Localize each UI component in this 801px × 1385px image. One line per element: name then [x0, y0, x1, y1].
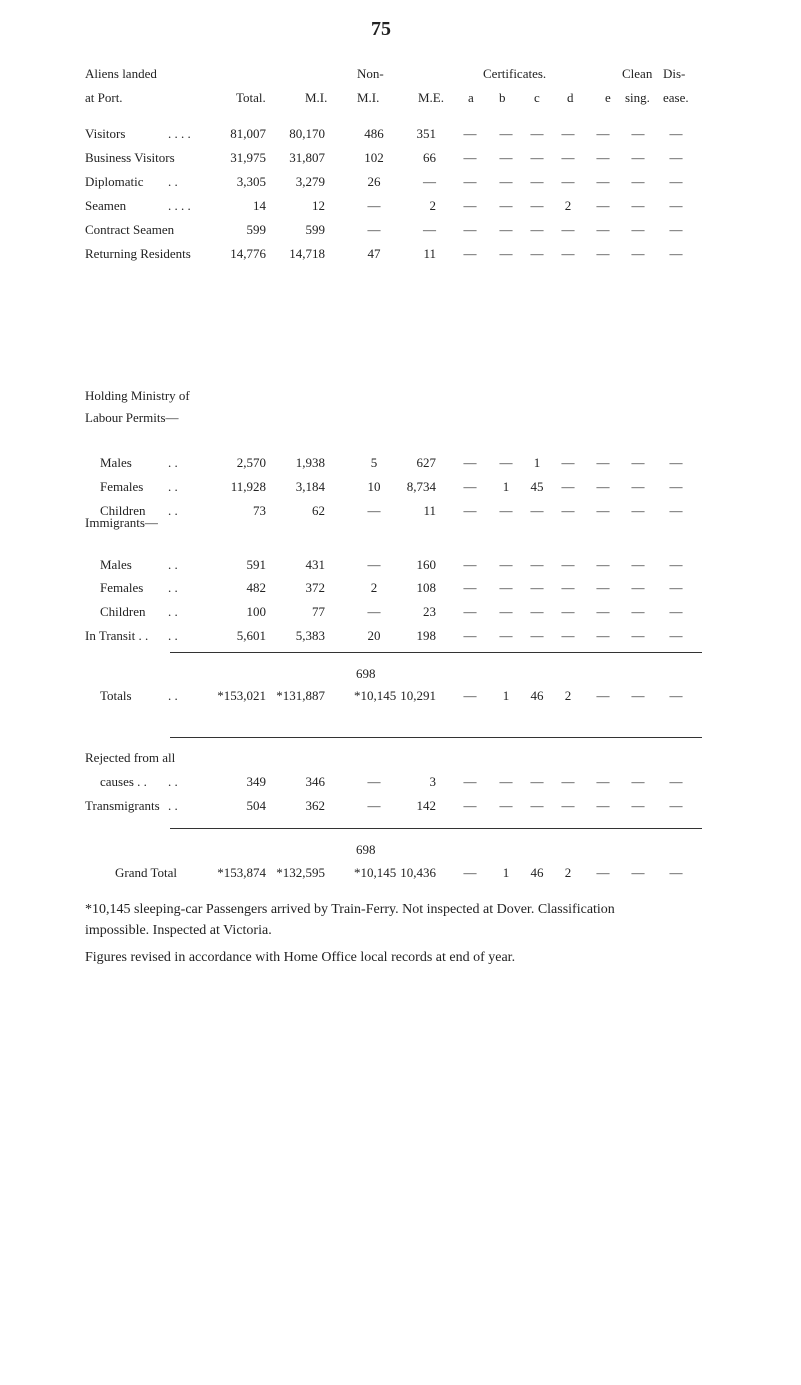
header-c: c	[534, 90, 540, 105]
cell-me: 3	[429, 774, 436, 789]
row-label: Males	[100, 455, 132, 470]
row-dots: . .	[168, 628, 178, 643]
header-port: at Port.	[85, 90, 123, 105]
row-dots: . .	[168, 557, 178, 572]
cell-nonmi: —	[367, 557, 381, 572]
cell-b: —	[499, 150, 513, 165]
cell-b: 1	[502, 865, 510, 880]
cell-total: 14	[253, 198, 266, 213]
footnote-line-1: *10,145 sleeping-car Passengers arrived by Train-Ferry. Not inspected at Dover. Classification	[85, 902, 615, 917]
cell-e: —	[596, 150, 610, 165]
cell-e: —	[596, 688, 610, 703]
cell-me: 2	[429, 198, 436, 213]
cell-mi: *132,595	[276, 865, 325, 880]
cell-clean: —	[631, 222, 645, 237]
cell-nonmi: —	[367, 503, 381, 518]
cell-mi: *131,887	[276, 688, 325, 703]
cell-d: —	[561, 455, 575, 470]
cell-me: 11	[423, 246, 436, 261]
row-dots: . .	[168, 455, 178, 470]
cell-mi: 599	[305, 222, 325, 237]
cell-nonmi: 486	[364, 126, 384, 141]
cell-clean: —	[631, 198, 645, 213]
cell-dis: —	[669, 198, 683, 213]
cell-nonmi: —	[367, 198, 381, 213]
cell-d: —	[561, 479, 575, 494]
cell-nonmi: 2	[370, 580, 378, 595]
row-label: Diplomatic	[85, 174, 144, 189]
row-label: Females	[100, 479, 144, 494]
cell-me: 11	[423, 503, 436, 518]
cell-e: —	[596, 774, 610, 789]
cell-dis: —	[669, 126, 683, 141]
row-label: In Transit . .	[85, 628, 149, 643]
cell-nonmi: *10,145	[354, 688, 397, 703]
rule-after-totals	[170, 737, 702, 738]
cell-e: —	[596, 628, 610, 643]
header-total: Total.	[236, 90, 266, 105]
header-nonmi: M.I.	[357, 90, 380, 105]
section-rejected: Rejected from all	[85, 750, 176, 765]
section-holding-1: Holding Ministry of	[85, 388, 190, 403]
cell-b: —	[499, 222, 513, 237]
cell-a: —	[463, 604, 477, 619]
cell-me: 142	[416, 798, 436, 813]
cell-me: 198	[416, 628, 436, 643]
cell-total: 591	[246, 557, 266, 572]
cell-dis: —	[669, 479, 683, 494]
cell-total: *153,874	[217, 865, 266, 880]
cell-total: 3,305	[236, 174, 266, 189]
cell-d: 2	[564, 688, 572, 703]
cell-a: —	[463, 126, 477, 141]
cell-nonmi: 102	[364, 150, 384, 165]
cell-d: 2	[564, 865, 572, 880]
cell-e: —	[596, 174, 610, 189]
header-dis: Dis-	[663, 66, 686, 81]
cell-d: —	[561, 580, 575, 595]
cell-c: —	[530, 604, 544, 619]
cell-total: 2,570	[236, 455, 266, 470]
cell-mi: 3,279	[295, 174, 325, 189]
row-label: Males	[100, 557, 132, 572]
cell-clean: —	[631, 455, 645, 470]
cell-me: 8,734	[406, 479, 436, 494]
cell-dis: —	[669, 246, 683, 261]
cell-nonmi: *10,145	[354, 865, 397, 880]
cell-d: 2	[564, 198, 572, 213]
cell-clean: —	[631, 557, 645, 572]
cell-a: —	[463, 580, 477, 595]
cell-c: —	[530, 246, 544, 261]
cell-total: 81,007	[230, 126, 266, 141]
cell-nonmi: —	[367, 604, 381, 619]
cell-c: 45	[530, 479, 544, 494]
cell-d: —	[561, 222, 575, 237]
cell-c: —	[530, 150, 544, 165]
cell-mi: 372	[305, 580, 325, 595]
cell-d: —	[561, 503, 575, 518]
cell-mi: 80,170	[289, 126, 325, 141]
cell-total: 599	[246, 222, 266, 237]
page-number: 75	[371, 18, 391, 40]
cell-mi: 77	[312, 604, 325, 619]
row-label: Contract Seamen	[85, 222, 175, 237]
cell-b: 1	[502, 688, 510, 703]
section-immigrants: Immigrants—	[85, 515, 158, 530]
cell-dis: —	[669, 865, 683, 880]
row-dots: . .	[168, 604, 178, 619]
cell-nonmi: 5	[370, 455, 378, 470]
cell-c: —	[530, 503, 544, 518]
cell-clean: —	[631, 503, 645, 518]
cell-d: —	[561, 126, 575, 141]
cell-dis: —	[669, 455, 683, 470]
row-label: Grand Total	[115, 865, 178, 880]
cell-total: *153,021	[217, 688, 266, 703]
header-e: e	[605, 90, 611, 105]
row-dots: . .	[168, 479, 178, 494]
row-dots: . . . .	[168, 198, 191, 213]
cell-d: —	[561, 774, 575, 789]
cell-nonmi: —	[367, 798, 381, 813]
cell-a: —	[463, 865, 477, 880]
cell-a: —	[463, 557, 477, 572]
cell-me: 10,436	[400, 865, 436, 880]
cell-mi: 431	[305, 557, 325, 572]
cell-nonmi: —	[367, 222, 381, 237]
row-dots: . .	[168, 580, 178, 595]
cell-nonmi: 10	[367, 479, 381, 494]
cell-b: —	[499, 126, 513, 141]
cell-dis: —	[669, 557, 683, 572]
cell-dis: —	[669, 774, 683, 789]
cell-e: —	[596, 455, 610, 470]
cell-e: —	[596, 198, 610, 213]
cell-b: —	[499, 774, 513, 789]
grand-nonmi-subtotal: 698	[356, 842, 376, 857]
row-label: Seamen	[85, 198, 127, 213]
cell-d: —	[561, 557, 575, 572]
cell-c: —	[530, 174, 544, 189]
row-dots: . .	[168, 798, 178, 813]
cell-d: —	[561, 628, 575, 643]
row-label: Children	[100, 503, 146, 518]
row-label: Transmigrants	[85, 798, 160, 813]
cell-c: —	[530, 798, 544, 813]
header-non: Non-	[357, 66, 384, 81]
row-dots: . .	[168, 174, 178, 189]
cell-clean: —	[631, 774, 645, 789]
cell-clean: —	[631, 126, 645, 141]
cell-c: —	[530, 580, 544, 595]
cell-c: 46	[530, 688, 544, 703]
row-label: causes . .	[100, 774, 147, 789]
cell-mi: 62	[312, 503, 325, 518]
cell-a: —	[463, 479, 477, 494]
header-a: a	[468, 90, 474, 105]
cell-c: —	[530, 557, 544, 572]
cell-total: 5,601	[236, 628, 266, 643]
cell-b: —	[499, 628, 513, 643]
cell-b: —	[499, 198, 513, 213]
row-label: Children	[100, 604, 146, 619]
cell-e: —	[596, 865, 610, 880]
cell-total: 31,975	[230, 150, 266, 165]
section-holding-2: Labour Permits—	[85, 410, 179, 425]
row-label: Returning Residents	[85, 246, 191, 261]
cell-dis: —	[669, 150, 683, 165]
cell-a: —	[463, 246, 477, 261]
row-label: Business Visitors	[85, 150, 175, 165]
rule-totals	[170, 652, 702, 653]
cell-e: —	[596, 222, 610, 237]
cell-dis: —	[669, 628, 683, 643]
header-clean: Clean	[622, 66, 653, 81]
header-certificates: Certificates.	[483, 66, 547, 81]
cell-dis: —	[669, 503, 683, 518]
header-b: b	[499, 90, 506, 105]
cell-c: —	[530, 126, 544, 141]
cell-clean: —	[631, 150, 645, 165]
cell-a: —	[463, 174, 477, 189]
cell-b: —	[499, 604, 513, 619]
row-dots: . .	[168, 774, 178, 789]
cell-d: —	[561, 798, 575, 813]
cell-e: —	[596, 580, 610, 595]
cell-a: —	[463, 688, 477, 703]
cell-d: —	[561, 246, 575, 261]
cell-mi: 14,718	[289, 246, 325, 261]
cell-me: 627	[416, 455, 436, 470]
header-me: M.E.	[418, 90, 444, 105]
cell-clean: —	[631, 580, 645, 595]
cell-c: —	[530, 628, 544, 643]
cell-a: —	[463, 503, 477, 518]
header-mi: M.I.	[305, 90, 328, 105]
cell-mi: 1,938	[295, 455, 325, 470]
cell-c: 1	[533, 455, 541, 470]
cell-b: —	[499, 246, 513, 261]
cell-e: —	[596, 479, 610, 494]
cell-me: 351	[416, 126, 436, 141]
cell-c: —	[530, 774, 544, 789]
totals-nonmi-subtotal: 698	[356, 666, 376, 681]
cell-clean: —	[631, 865, 645, 880]
cell-b: 1	[502, 479, 510, 494]
cell-b: —	[499, 798, 513, 813]
cell-total: 14,776	[230, 246, 266, 261]
cell-e: —	[596, 246, 610, 261]
cell-total: 349	[246, 774, 266, 789]
row-dots: . . . .	[168, 126, 191, 141]
header-ease: ease.	[663, 90, 689, 105]
cell-me: 108	[416, 580, 436, 595]
cell-mi: 12	[312, 198, 325, 213]
cell-me: 66	[423, 150, 436, 165]
cell-clean: —	[631, 479, 645, 494]
cell-e: —	[596, 557, 610, 572]
row-dots: . .	[168, 503, 178, 518]
cell-dis: —	[669, 604, 683, 619]
cell-me: —	[423, 174, 436, 189]
cell-dis: —	[669, 798, 683, 813]
cell-clean: —	[631, 174, 645, 189]
row-label: Females	[100, 580, 144, 595]
cell-b: —	[499, 455, 513, 470]
header-sing: sing.	[625, 90, 650, 105]
cell-nonmi: 26	[367, 174, 381, 189]
cell-clean: —	[631, 604, 645, 619]
cell-a: —	[463, 222, 477, 237]
cell-dis: —	[669, 174, 683, 189]
cell-mi: 3,184	[295, 479, 325, 494]
row-label: Totals	[100, 688, 132, 703]
footnote-line-2: impossible. Inspected at Victoria.	[85, 923, 272, 938]
cell-d: —	[561, 174, 575, 189]
cell-a: —	[463, 455, 477, 470]
cell-a: —	[463, 198, 477, 213]
cell-total: 504	[246, 798, 266, 813]
cell-me: —	[423, 222, 436, 237]
cell-dis: —	[669, 688, 683, 703]
cell-total: 100	[246, 604, 266, 619]
cell-mi: 5,383	[295, 628, 325, 643]
cell-d: —	[561, 150, 575, 165]
cell-b: —	[499, 503, 513, 518]
cell-a: —	[463, 628, 477, 643]
cell-clean: —	[631, 798, 645, 813]
cell-total: 11,928	[230, 479, 266, 494]
cell-c: 46	[530, 865, 544, 880]
cell-clean: —	[631, 246, 645, 261]
cell-e: —	[596, 503, 610, 518]
header-d: d	[567, 90, 574, 105]
cell-mi: 31,807	[289, 150, 325, 165]
cell-e: —	[596, 798, 610, 813]
cell-dis: —	[669, 222, 683, 237]
cell-clean: —	[631, 628, 645, 643]
row-dots: . .	[168, 688, 178, 703]
cell-total: 482	[246, 580, 266, 595]
cell-dis: —	[669, 580, 683, 595]
cell-d: —	[561, 604, 575, 619]
cell-c: —	[530, 222, 544, 237]
header-aliens: Aliens landed	[85, 66, 157, 81]
cell-nonmi: 20	[367, 628, 381, 643]
cell-b: —	[499, 580, 513, 595]
cell-b: —	[499, 557, 513, 572]
cell-total: 73	[253, 503, 266, 518]
cell-clean: —	[631, 688, 645, 703]
cell-nonmi: 47	[367, 246, 381, 261]
cell-me: 160	[416, 557, 436, 572]
cell-e: —	[596, 604, 610, 619]
cell-me: 23	[423, 604, 436, 619]
cell-c: —	[530, 198, 544, 213]
cell-mi: 346	[305, 774, 325, 789]
cell-a: —	[463, 150, 477, 165]
row-label: Visitors	[85, 126, 126, 141]
footnote-line-3: Figures revised in accordance with Home Office local records at end of year.	[85, 950, 516, 965]
cell-me: 10,291	[400, 688, 436, 703]
cell-mi: 362	[305, 798, 325, 813]
rule-grand	[170, 828, 702, 829]
cell-a: —	[463, 798, 477, 813]
cell-b: —	[499, 174, 513, 189]
cell-a: —	[463, 774, 477, 789]
cell-e: —	[596, 126, 610, 141]
cell-nonmi: —	[367, 774, 381, 789]
